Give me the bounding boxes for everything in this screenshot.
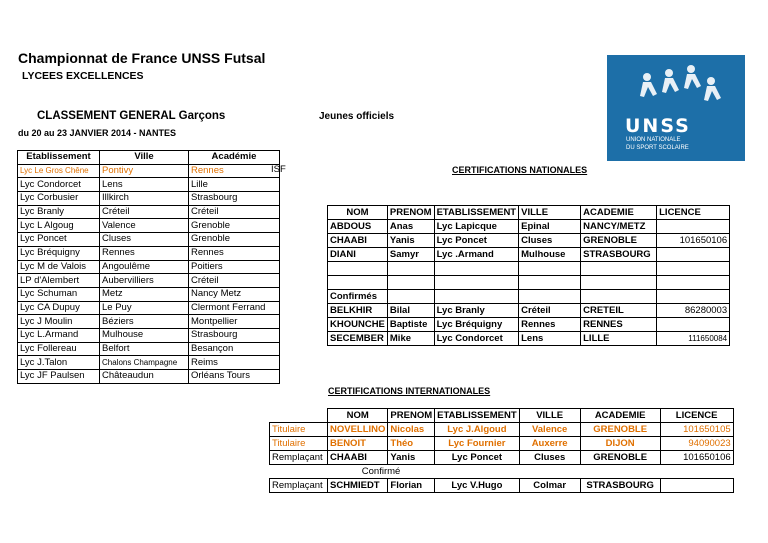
cell: [581, 276, 657, 290]
cell: [387, 276, 434, 290]
cell: LILLE: [581, 332, 657, 346]
cell: SECEMBER: [328, 332, 388, 346]
cell: CHAABI: [328, 234, 388, 248]
table-row: [18, 246, 280, 260]
cell: [519, 262, 581, 276]
table-row: [18, 219, 280, 233]
cell: Chalons Champagne: [100, 356, 189, 370]
cell: Rennes: [519, 318, 581, 332]
cell: [519, 276, 581, 290]
cell: Cluses: [100, 233, 189, 247]
table-row: [328, 262, 730, 276]
cell: Lyc Poncet: [434, 234, 519, 248]
cell: [657, 262, 730, 276]
cell: [657, 290, 730, 304]
cell: [270, 465, 328, 479]
international-certifications-table: [269, 408, 734, 493]
col-ville: VILLE: [519, 206, 581, 220]
table-row: [18, 164, 280, 178]
cell: Lens: [519, 332, 581, 346]
cell: Besançon: [189, 342, 280, 356]
cell: [657, 318, 730, 332]
cell: [435, 465, 520, 479]
table-row: [328, 234, 730, 248]
cell: Clermont Ferrand: [189, 301, 280, 315]
cell: LP d'Alembert: [18, 274, 100, 288]
cell: Lyc Condorcet: [434, 332, 519, 346]
unss-logo: [607, 55, 745, 161]
cell: Lille: [189, 178, 280, 192]
confirmed-label: Confirmés: [328, 290, 388, 304]
logo-brand: UNSS: [625, 115, 691, 137]
cell: Strasbourg: [189, 192, 280, 206]
cell: Florian: [388, 479, 435, 493]
event-dates: du 20 au 23 JANVIER 2014 - NANTES: [18, 128, 177, 138]
cell: [519, 465, 580, 479]
cell: Rennes: [100, 246, 189, 260]
cell: STRASBOURG: [581, 248, 657, 262]
table-row: [328, 220, 730, 234]
table-row: [18, 328, 280, 342]
cell: Lyc J.Algoud: [435, 423, 520, 437]
cell: Rennes: [189, 164, 280, 178]
cell: BENOIT: [328, 437, 388, 451]
cell: Remplaçant: [270, 451, 328, 465]
cell: [660, 479, 733, 493]
cell: Valence: [100, 219, 189, 233]
col-licence: LICENCE: [657, 206, 730, 220]
cell: Créteil: [189, 205, 280, 219]
cell: Belfort: [100, 342, 189, 356]
national-certifications-table: [327, 205, 730, 346]
cell: Baptiste: [387, 318, 434, 332]
runners-icon: [607, 55, 745, 115]
cell: Lyc Branly: [434, 304, 519, 318]
cell: Le Puy: [100, 301, 189, 315]
cell: 101650105: [660, 423, 733, 437]
confirmed-label-row: [270, 465, 734, 479]
cell: STRASBOURG: [580, 479, 660, 493]
cell: Créteil: [189, 274, 280, 288]
table-row: [328, 332, 730, 346]
cell: NANCY/METZ: [581, 220, 657, 234]
col-academie: ACADEMIE: [580, 409, 660, 423]
cell: [387, 262, 434, 276]
cell: Lens: [100, 178, 189, 192]
cell: Remplaçant: [270, 479, 328, 493]
cell: Rennes: [189, 246, 280, 260]
cell: [434, 262, 519, 276]
cell: Lyc Poncet: [18, 233, 100, 247]
cell: Lyc J Moulin: [18, 315, 100, 329]
table-row: [270, 423, 734, 437]
cell: Epinal: [519, 220, 581, 234]
cell: [328, 276, 388, 290]
cell: Colmar: [519, 479, 580, 493]
cell: Mike: [387, 332, 434, 346]
cell: Lyc Poncet: [435, 451, 520, 465]
cell: BELKHIR: [328, 304, 388, 318]
cell: [657, 220, 730, 234]
cell: [581, 262, 657, 276]
logo-line2: DU SPORT SCOLAIRE: [626, 145, 689, 151]
table-row: [18, 233, 280, 247]
cell: Lyc CA Dupuy: [18, 301, 100, 315]
cell: Valence: [519, 423, 580, 437]
cell: Lyc Corbusier: [18, 192, 100, 206]
cell: Grenoble: [189, 233, 280, 247]
table-row: [18, 301, 280, 315]
cell: Angoulême: [100, 260, 189, 274]
table-row: [270, 479, 734, 493]
col-ville: VILLE: [519, 409, 580, 423]
national-header: [328, 206, 730, 220]
cell: NOVELLINO: [328, 423, 388, 437]
cell: Nancy Metz: [189, 287, 280, 301]
table-row: [18, 274, 280, 288]
cell: Lyc Condorcet: [18, 178, 100, 192]
cell: [434, 276, 519, 290]
cell: Nicolas: [388, 423, 435, 437]
cell: Lyc Lapicque: [434, 220, 519, 234]
cell: Montpellier: [189, 315, 280, 329]
cell: Yanis: [388, 451, 435, 465]
cell: Lyc Le Gros Chêne: [18, 164, 100, 178]
logo-line1: UNION NATIONALE: [626, 137, 681, 143]
col-licence: LICENCE: [660, 409, 733, 423]
cell: [657, 276, 730, 290]
cell: Aubervilliers: [100, 274, 189, 288]
confirmed-label: Confirmé: [361, 465, 401, 477]
col-nom: NOM: [328, 206, 388, 220]
cell: Yanis: [387, 234, 434, 248]
cell: Bilal: [387, 304, 434, 318]
cell: Lyc .Armand: [434, 248, 519, 262]
cell: [328, 262, 388, 276]
table-row: [270, 451, 734, 465]
table-row: [328, 276, 730, 290]
table-row: [270, 437, 734, 451]
cell: Lyc Bréquigny: [434, 318, 519, 332]
table-row: [18, 192, 280, 206]
col-etablissement: ETABLISSEMENT: [435, 409, 520, 423]
table-row: [18, 370, 280, 384]
cell: SCHMIEDT: [328, 479, 388, 493]
table-row: [328, 318, 730, 332]
cell: 86280003: [657, 304, 730, 318]
col-academie: Académie: [189, 151, 280, 165]
table-row: [18, 178, 280, 192]
cell: [660, 465, 733, 479]
cell: Lyc J.Talon: [18, 356, 100, 370]
table-row: [18, 205, 280, 219]
cell: DIANI: [328, 248, 388, 262]
cell: Lyc M de Valois: [18, 260, 100, 274]
cell: Titulaire: [270, 437, 328, 451]
col-etablissement: ETABLISSEMENT: [434, 206, 519, 220]
ranking-header: [18, 151, 280, 165]
cell: Cluses: [519, 234, 581, 248]
cell: [434, 290, 519, 304]
cell: Théo: [388, 437, 435, 451]
cell: [519, 290, 581, 304]
cell: GRENOBLE: [581, 234, 657, 248]
cell: Mulhouse: [100, 328, 189, 342]
col-academie: ACADEMIE: [581, 206, 657, 220]
table-row: [328, 248, 730, 262]
cell: 94090023: [660, 437, 733, 451]
col-prenom: PRENOM: [388, 409, 435, 423]
cert-int-title: CERTIFICATIONS INTERNATIONALES: [328, 386, 491, 396]
cell: Titulaire: [270, 423, 328, 437]
cell: Lyc Fournier: [435, 437, 520, 451]
cell: [657, 248, 730, 262]
cell: Lyc L Algoug: [18, 219, 100, 233]
cell: [270, 409, 328, 423]
col-ville: Ville: [100, 151, 189, 165]
confirmed-label-row: [328, 290, 730, 304]
cell: Grenoble: [189, 219, 280, 233]
cell: Lyc JF Paulsen: [18, 370, 100, 384]
cell: Lyc L.Armand: [18, 328, 100, 342]
cell: Orléans Tours: [189, 370, 280, 384]
cell: Anas: [387, 220, 434, 234]
table-row: [18, 287, 280, 301]
jeunes-officiels-heading: Jeunes officiels: [319, 111, 395, 122]
cell: 111650084: [657, 332, 730, 346]
page-title: Championnat de France UNSS Futsal: [18, 50, 266, 66]
isf-label: ISF: [271, 164, 286, 175]
international-header: [270, 409, 734, 423]
table-row: [18, 356, 280, 370]
cell: Lyc Schuman: [18, 287, 100, 301]
col-nom: NOM: [328, 409, 388, 423]
cell: RENNES: [581, 318, 657, 332]
cell: DIJON: [580, 437, 660, 451]
cell: Lyc Follereau: [18, 342, 100, 356]
table-row: [18, 315, 280, 329]
cell: ABDOUS: [328, 220, 388, 234]
cert-nat-title: CERTIFICATIONS NATIONALES: [452, 165, 588, 175]
cell: Metz: [100, 287, 189, 301]
cell: Créteil: [519, 304, 581, 318]
cell: Poitiers: [189, 260, 280, 274]
table-row: [18, 342, 280, 356]
cell: 101650106: [657, 234, 730, 248]
cell: [580, 465, 660, 479]
cell: KHOUNCHE: [328, 318, 388, 332]
cell: Reims: [189, 356, 280, 370]
cell: Strasbourg: [189, 328, 280, 342]
cell: [581, 290, 657, 304]
ranking-table: [17, 150, 280, 384]
cell: CHAABI: [328, 451, 388, 465]
cell: Mulhouse: [519, 248, 581, 262]
page-subtitle: LYCEES EXCELLENCES: [22, 70, 144, 82]
cell: Lyc Branly: [18, 205, 100, 219]
cell: 101650106: [660, 451, 733, 465]
cell: Lyc V.Hugo: [435, 479, 520, 493]
cell: Lyc Bréquigny: [18, 246, 100, 260]
cell: Châteaudun: [100, 370, 189, 384]
cell: Pontivy: [100, 164, 189, 178]
cell: Samyr: [387, 248, 434, 262]
col-etablissement: Etablissement: [18, 151, 100, 165]
col-prenom: PRENOM: [387, 206, 434, 220]
cell: Auxerre: [519, 437, 580, 451]
cell: CRETEIL: [581, 304, 657, 318]
cell: GRENOBLE: [580, 451, 660, 465]
cell: Illkirch: [100, 192, 189, 206]
cell: [387, 290, 434, 304]
cell: GRENOBLE: [580, 423, 660, 437]
cell: Béziers: [100, 315, 189, 329]
table-row: [328, 304, 730, 318]
cell: Cluses: [519, 451, 580, 465]
cell: Créteil: [100, 205, 189, 219]
classement-heading: CLASSEMENT GENERAL Garçons: [37, 110, 226, 122]
table-row: [18, 260, 280, 274]
